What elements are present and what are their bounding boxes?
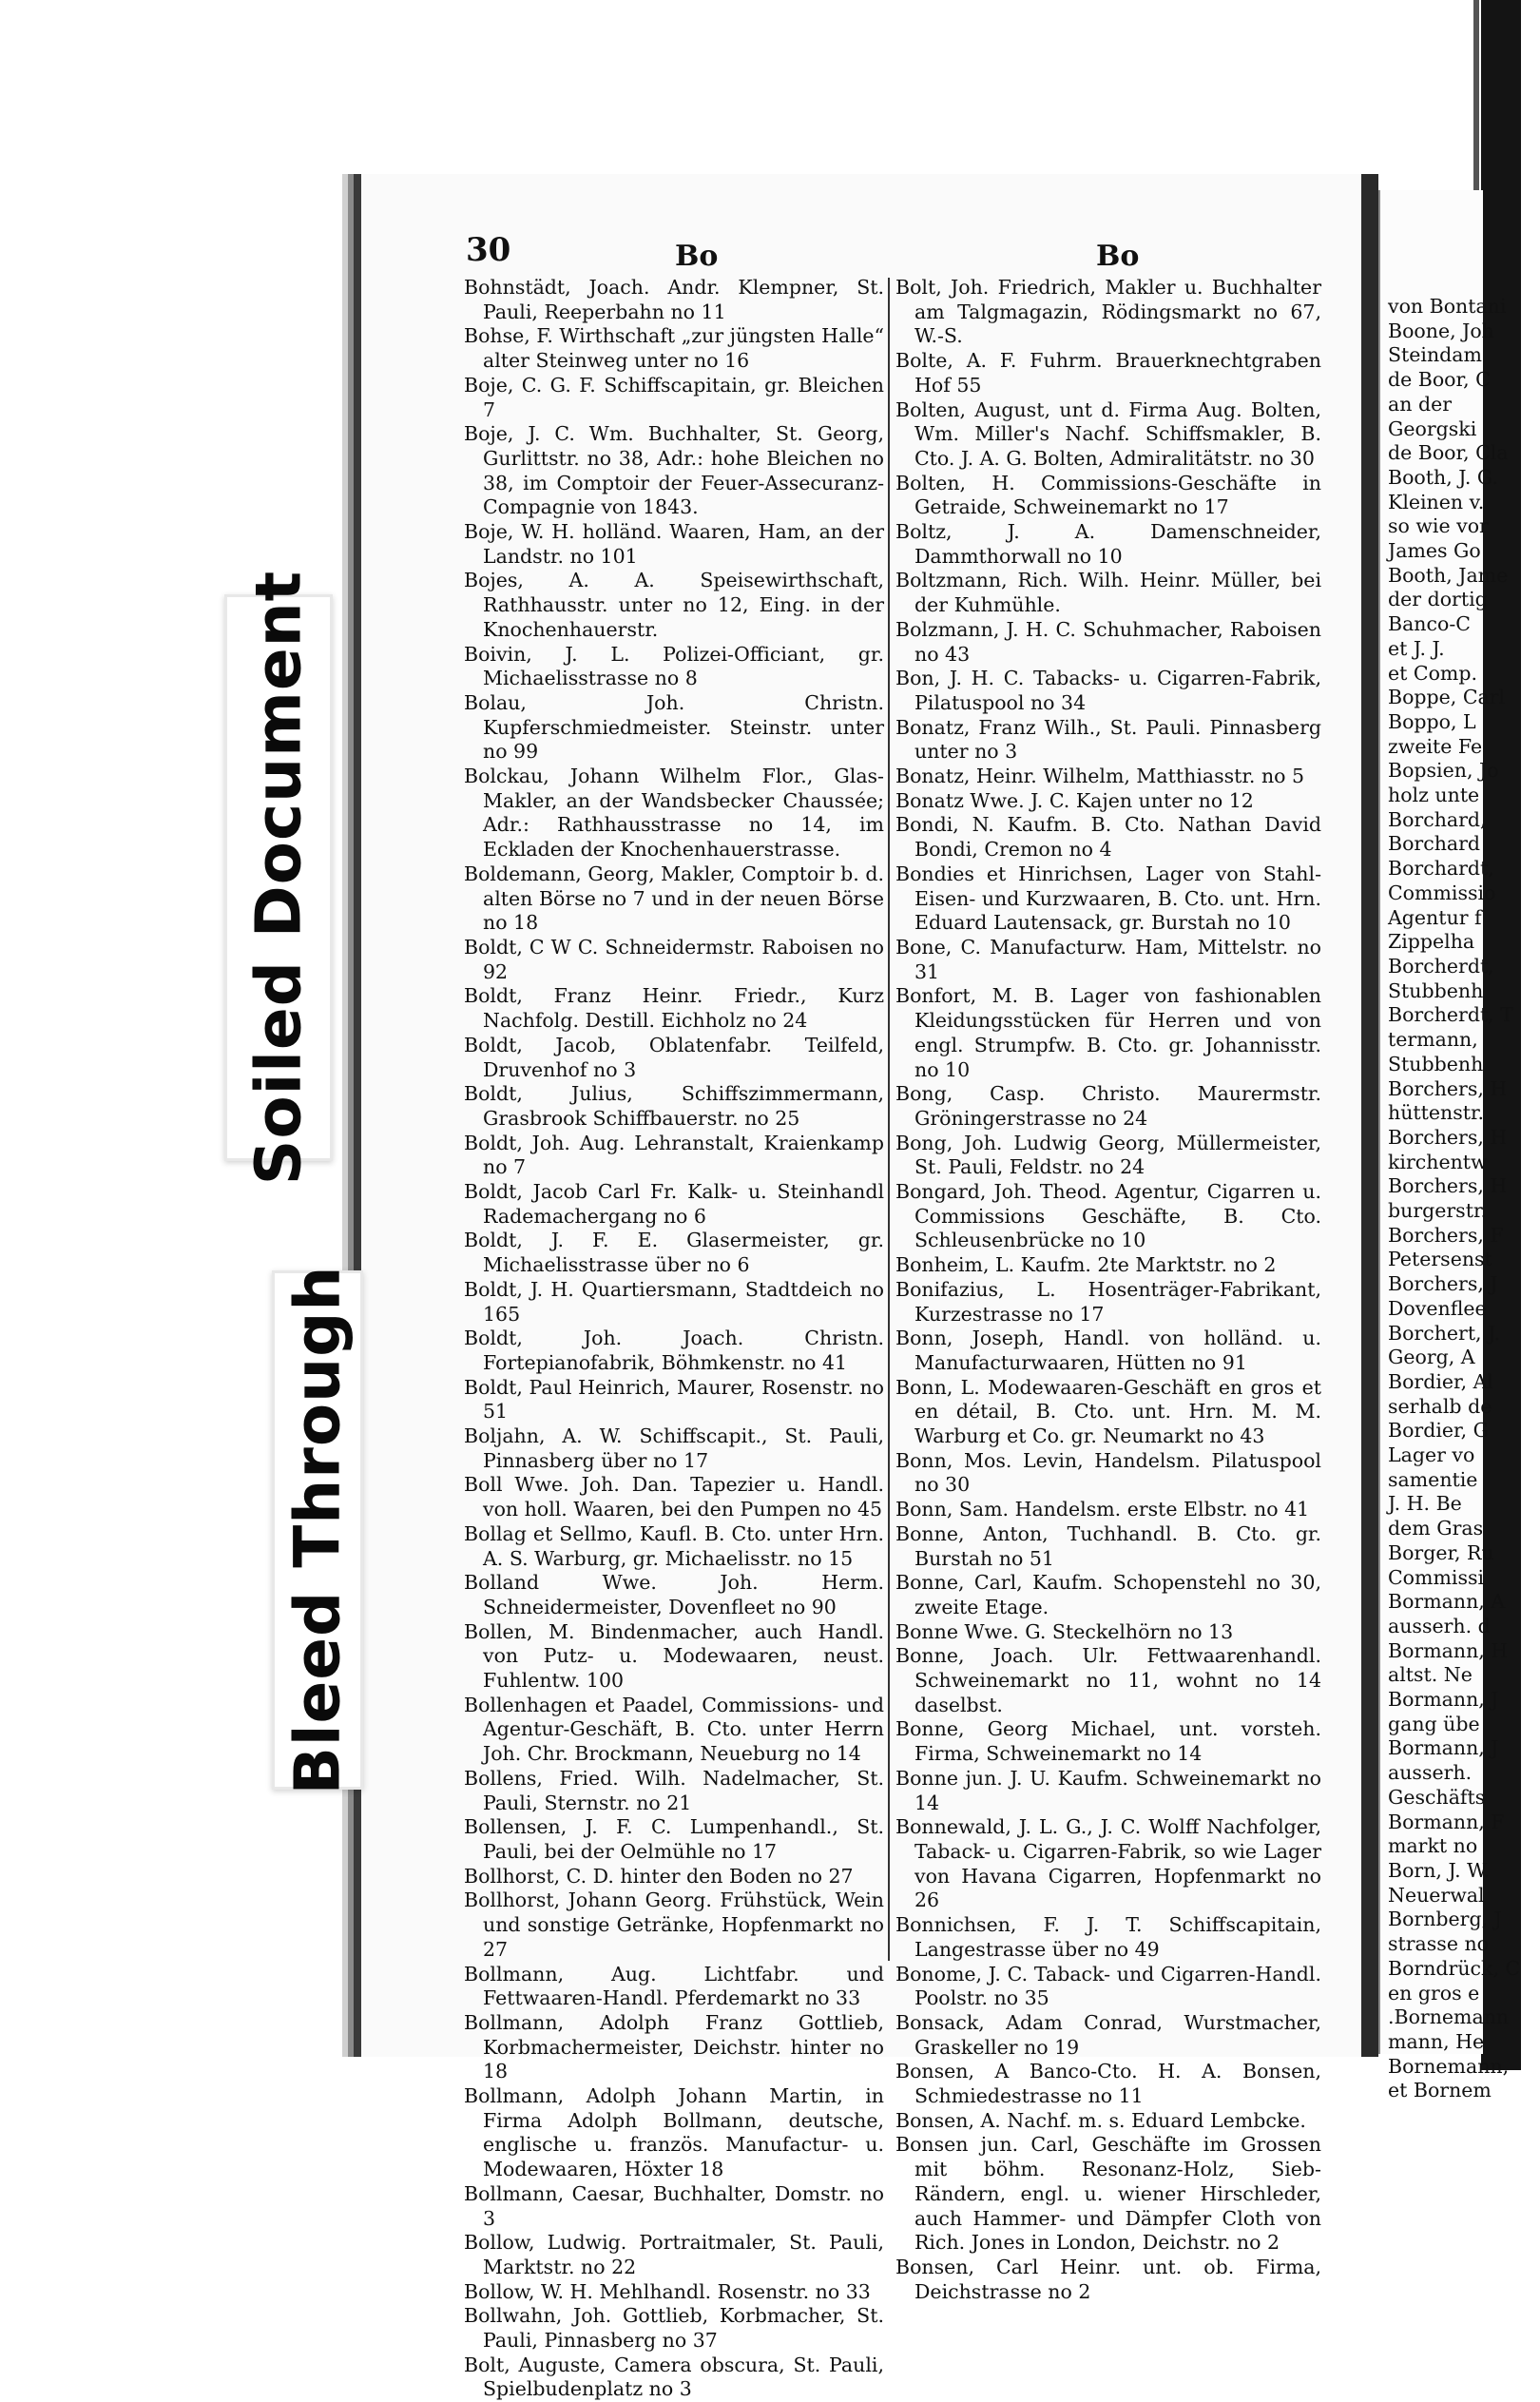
directory-entry: Stubbenh (1388, 1052, 1484, 1075)
directory-entry: Boldt, Jacob, Oblatenfabr. Teilfeld, Druvenhof no 3 (464, 1033, 884, 1081)
directory-entry: Booth, Jame (1388, 563, 1509, 587)
directory-entry: et Bornem (1388, 2079, 1492, 2102)
directory-entry: .Bornemann (1388, 2005, 1510, 2029)
directory-entry: en gros e (1388, 1981, 1480, 2005)
directory-entry: de Boor, C (1388, 368, 1491, 392)
directory-entry: Borchers, H (1388, 1125, 1508, 1149)
directory-entry: Banco-C (1388, 612, 1471, 636)
directory-entry: Bollensen, J. F. C. Lumpenhandl., St. Pauli, bei der Oelmühle no 17 (464, 1815, 884, 1863)
directory-entry: Boone, Joh (1388, 319, 1494, 342)
directory-entry: Commissio (1388, 881, 1496, 904)
directory-entry: Bolzmann, J. H. C. Schuhmacher, Raboisen no 43 (895, 617, 1321, 666)
directory-entry: Bon, J. H. C. Tabacks- u. Cigarren-Fabrik, Pilatuspool no 34 (895, 667, 1321, 714)
directory-entry: serhalb de (1388, 1394, 1492, 1418)
directory-entry: hüttenstr. (1388, 1101, 1485, 1125)
directory-entry: mann, He (1388, 2029, 1485, 2053)
directory-entry: Boljahn, A. W. Schiffscapit., St. Pauli, Pinnasberg über no 17 (464, 1424, 884, 1472)
directory-entry: Boje, C. G. F. Schiffscapitain, gr. Bleichen 7 (464, 373, 884, 421)
directory-entry: Boll Wwe. Joh. Dan. Tapezier u. Handl. von holl. Waaren, bei den Pumpen no 45 (464, 1473, 884, 1521)
directory-entry: Bormann, J (1388, 1736, 1499, 1760)
directory-entry: Bonn, L. Modewaaren-Geschäft en gros et en détail, B. Cto. unt. Hrn. M. M. Warburg et Co. gr. Neumarkt no 43 (895, 1375, 1321, 1448)
directory-entry: Bolten, H. Commissions-Geschäfte in Getraide, Schweinemarkt no 17 (895, 471, 1321, 519)
directory-entry: Bordier, Al (1388, 1369, 1493, 1393)
directory-entry: Boldemann, Georg, Makler, Comptoir b. d. alten Börse no 7 und in der neuen Börse no 18 (464, 862, 884, 935)
directory-entry: Bong, Casp. Christo. Maurermstr. Gröningerstrasse no 24 (895, 1082, 1321, 1130)
directory-entry: Bonn, Joseph, Handl. von holländ. u. Manufacturwaaren, Hütten no 91 (895, 1327, 1321, 1374)
directory-entry: Borchert, J. (1388, 1321, 1501, 1345)
directory-entry: Bollmann, Adolph Franz Gottlieb, Korbmachermeister, Deichstr. hinter no 18 (464, 2010, 884, 2083)
directory-entry: Boldt, C W C. Schneidermstr. Raboisen no 92 (464, 935, 884, 983)
directory-entry: Petersenst (1388, 1248, 1492, 1271)
directory-entry: Booth, J. G. (1388, 465, 1499, 489)
directory-entry: Bormann, A (1388, 1590, 1506, 1614)
directory-entry: Bormann, H (1388, 1638, 1509, 1662)
directory-entry: Bonnewald, J. L. G., J. C. Wolff Nachfolger, Taback- u. Cigarren-Fabrik, so wie Lager von Havana Cigarren, Hopfenmarkt no 26 (895, 1815, 1321, 1912)
directory-entry: Bornemann, (1388, 2054, 1510, 2078)
directory-entry: Bohnstädt, Joach. Andr. Klempner, St. Pauli, Reeperbahn no 11 (464, 276, 884, 323)
page-gutter (1361, 174, 1378, 2057)
directory-entry: Bornberg, J (1388, 1908, 1502, 1931)
directory-column-left (464, 276, 884, 2402)
directory-entry: Bonn, Mos. Levin, Handelsm. Pilatuspool no 30 (895, 1448, 1321, 1497)
directory-entry: Bonsen, A. Nachf. m. s. Eduard Lembcke. (895, 2108, 1306, 2132)
directory-entry: samentie (1388, 1467, 1478, 1491)
directory-entry: Borchers, F (1388, 1223, 1504, 1247)
page-number: 30 (466, 231, 511, 269)
directory-entry: dem Gras (1388, 1517, 1484, 1540)
directory-entry: Bollen, M. Bindenmacher, auch Handl. von Putz- u. Modewaaren, neust. Fuhlentw. 100 (464, 1619, 884, 1693)
directory-entry: Borchard (1388, 832, 1481, 856)
directory-entry: gang übe (1388, 1712, 1480, 1735)
directory-entry: Bojes, A. A. Speisewirthschaft, Rathhausstr. unter no 12, Eing. in der Knochenhauerstr. (464, 569, 884, 641)
directory-entry: Dovenflee (1388, 1296, 1487, 1320)
directory-entry: Bonne, Georg Michael, unt. vorsteh. Firma, Schweinemarkt no 14 (895, 1717, 1321, 1766)
directory-entry: J. H. Be (1388, 1492, 1462, 1516)
directory-entry: de Boor, Cla (1388, 441, 1509, 465)
directory-entry: Bonne, Joach. Ulr. Fettwaarenhandl. Schweinemarkt no 11, wohnt no 14 daselbst. (895, 1644, 1321, 1716)
bleed-through-text: Bleed Through (280, 1265, 355, 1795)
directory-entry: Bonne Wwe. G. Steckelhörn no 13 (895, 1619, 1234, 1643)
directory-entry: burgerstr. (1388, 1199, 1488, 1223)
directory-entry: Bonsack, Adam Conrad, Wurstmacher, Graskeller no 19 (895, 2010, 1321, 2059)
scanner-edge-strip (1473, 0, 1479, 219)
directory-entry: Bollmann, Caesar, Buchhalter, Domstr. no 3 (464, 2181, 884, 2230)
directory-entry: Bonne, Anton, Tuchhandl. B. Cto. gr. Burstah no 51 (895, 1521, 1321, 1570)
directory-entry: Bondi, N. Kaufm. B. Cto. Nathan David Bondi, Cremon no 4 (895, 813, 1321, 862)
directory-entry: Bonfort, M. B. Lager von fashionablen Kleidungsstücken für Herren und von engl. Strumpfw. B. Cto. gr. Johannisstr. no 10 (895, 984, 1321, 1081)
directory-entry: Bong, Joh. Ludwig Georg, Müllermeister, St. Pauli, Feldstr. no 24 (895, 1131, 1321, 1179)
directory-entry: Boldt, Julius, Schiffszimmermann, Grasbrook Schiffbauerstr. no 25 (464, 1082, 884, 1130)
directory-entry: Neuerwal (1388, 1883, 1485, 1907)
directory-entry: Kleinen v. (1388, 490, 1485, 513)
directory-entry: Bone, C. Manufacturw. Ham, Mittelstr. no 31 (895, 935, 1321, 983)
column-divider (888, 278, 890, 1961)
directory-column-right (895, 276, 1321, 2304)
running-head-right: Bo (1096, 240, 1140, 273)
directory-entry: Born, J. W. (1388, 1859, 1491, 1882)
directory-entry: Boldt, J. F. E. Glasermeister, gr. Michaelisstrasse über no 6 (464, 1229, 884, 1277)
directory-entry: Boppo, L (1388, 709, 1476, 733)
directory-entry: Bolt, Joh. Friedrich, Makler u. Buchhalter am Talgmagazin, Rödingsmarkt no 67, W.-S. (895, 276, 1321, 348)
facing-page-column (1388, 295, 1540, 2103)
directory-entry: an der (1388, 392, 1452, 416)
directory-entry: von Bontani (1388, 295, 1507, 318)
directory-entry: Boldt, J. H. Quartiersmann, Stadtdeich no 165 (464, 1277, 884, 1326)
directory-entry: Borchers, H (1388, 1174, 1508, 1198)
directory-entry: Bopsien, Jo (1388, 759, 1499, 783)
directory-entry: markt no (1388, 1834, 1478, 1858)
directory-entry: Boltzmann, Rich. Wilh. Heinr. Müller, bei der Kuhmühle. (895, 569, 1321, 617)
directory-entry: Bormann, F (1388, 1810, 1505, 1833)
directory-entry: Bollmann, Adolph Johann Martin, in Firma Adolph Bollmann, deutsche, englische u. französ. Manufactur- u. Modewaaren, Höxter 18 (464, 2084, 884, 2181)
directory-entry: Georgski (1388, 416, 1477, 440)
directory-entry: Bonnichsen, F. J. T. Schiffscapitain, Langestrasse über no 49 (895, 1913, 1321, 1961)
directory-entry: Borndrück, C (1388, 1956, 1521, 1980)
directory-entry: Bonne, Carl, Kaufm. Schopenstehl no 30, zweite Etage. (895, 1571, 1321, 1618)
directory-entry: Bonsen jun. Carl, Geschäfte im Grossen mit böhm. Resonanz-Holz, Sieb-Rändern, engl. u. wiener Hirschleder, auch Hammer- und Dämpfer Cloth von Rich. Jones in London, Deichstr. no 2 (895, 2133, 1321, 2255)
directory-entry: altst. Ne (1388, 1663, 1473, 1687)
directory-entry: Bollag et Sellmo, Kaufl. B. Cto. unter Hrn. A. S. Warburg, gr. Michaelisstr. no 15 (464, 1521, 884, 1570)
directory-entry: Boldt, Joh. Aug. Lehranstalt, Kraienkamp no 7 (464, 1131, 884, 1179)
directory-entry: Bonatz, Franz Wilh., St. Pauli. Pinnasberg unter no 3 (895, 715, 1321, 764)
directory-entry: Agentur f (1388, 905, 1482, 929)
directory-entry: Bollhorst, Johann Georg. Frühstück, Wein und sonstige Getränke, Hopfenmarkt no 27 (464, 1889, 884, 1961)
directory-entry: Bolland Wwe. Joh. Herm. Schneidermeister, Dovenfleet no 90 (464, 1571, 884, 1618)
directory-entry: kirchentw (1388, 1150, 1488, 1173)
directory-entry: Bollhorst, C. D. hinter den Boden no 27 (464, 1864, 854, 1888)
directory-entry: et Comp. (1388, 661, 1477, 685)
directory-entry: Bondies et Hinrichsen, Lager von Stahl- Eisen- und Kurzwaaren, B. Cto. unt. Hrn. Eduard Lautensack, gr. Burstah no 10 (895, 862, 1321, 935)
directory-entry: Boldt, Franz Heinr. Friedr., Kurz Nachfolg. Destill. Eichholz no 24 (464, 984, 884, 1033)
directory-entry: Bonome, J. C. Taback- und Cigarren-Handl. Poolstr. no 35 (895, 1962, 1321, 2010)
directory-entry: der dortig (1388, 588, 1488, 611)
directory-entry: Lager vo (1388, 1443, 1475, 1467)
directory-entry: Bollens, Fried. Wilh. Nadelmacher, St. Pauli, Sternstr. no 21 (464, 1766, 884, 1814)
directory-entry: Zippelha (1388, 930, 1475, 954)
directory-entry: Georg, A (1388, 1346, 1475, 1369)
directory-entry: Borcherdt, T (1388, 1003, 1513, 1027)
directory-entry: Bonsen, Carl Heinr. unt. ob. Firma, Deichstrasse no 2 (895, 2255, 1321, 2303)
directory-entry: ausserh. d (1388, 1614, 1491, 1637)
directory-entry: Borchers, J (1388, 1272, 1498, 1296)
directory-entry: Bormann, J (1388, 1688, 1499, 1712)
directory-entry: Boldt, Jacob Carl Fr. Kalk- u. Steinhandl Rademachergang no 6 (464, 1180, 884, 1228)
directory-entry: Bonatz, Heinr. Wilhelm, Matthiasstr. no 5 (895, 765, 1305, 788)
directory-entry: Bollow, W. H. Mehlhandl. Rosenstr. no 33 (464, 2279, 871, 2303)
directory-entry: termann, (1388, 1028, 1478, 1052)
directory-entry: Bonatz Wwe. J. C. Kajen unter no 12 (895, 788, 1254, 812)
facing-page-fragment (1378, 190, 1521, 2102)
directory-entry: Bonifazius, L. Hosenträger-Fabrikant, Kurzestrasse no 17 (895, 1277, 1321, 1326)
directory-entry: Bolt, Auguste, Camera obscura, St. Pauli, Spielbudenplatz no 3 (464, 2353, 884, 2401)
directory-entry: ausserh. (1388, 1761, 1473, 1785)
soiled-document-label (224, 570, 333, 1186)
directory-entry: Bonsen, A Banco-Cto. H. A. Bonsen, Schmiedestrasse no 11 (895, 2060, 1321, 2108)
directory-entry: Bonne jun. J. U. Kaufm. Schweinemarkt no 14 (895, 1766, 1321, 1814)
directory-entry: Boldt, Paul Heinrich, Maurer, Rosenstr. no 51 (464, 1375, 884, 1424)
directory-entry: Borchard, (1388, 807, 1487, 831)
soiled-document-text: Soiled Document (241, 570, 316, 1186)
directory-entry: Bollwahn, Joh. Gottlieb, Korbmacher, St. Pauli, Pinnasberg no 37 (464, 2304, 884, 2353)
directory-entry: Boje, W. H. holländ. Waaren, Ham, an der Landstr. no 101 (464, 520, 884, 568)
directory-entry: Borger, Ru (1388, 1540, 1494, 1564)
directory-entry: Boivin, J. L. Polizei-Officiant, gr. Michaelisstrasse no 8 (464, 642, 884, 690)
directory-entry: holz unte (1388, 784, 1480, 807)
directory-entry: Boldt, Joh. Joach. Christn. Fortepianofabrik, Böhmkenstr. no 41 (464, 1327, 884, 1374)
directory-entry: strasse no (1388, 1932, 1490, 1956)
running-head-left: Bo (675, 240, 719, 273)
directory-entry: so wie vor (1388, 514, 1489, 538)
directory-entry: Boje, J. C. Wm. Buchhalter, St. Georg, Gurlittstr. no 38, Adr.: hohe Bleichen no 38, im Comptoir der Feuer-Assecuranz-Compagnie von 1843. (464, 422, 884, 519)
directory-entry: Boppe, Carl (1388, 686, 1506, 709)
directory-entry: Borcherdt, (1388, 954, 1494, 978)
directory-entry: Bolten, August, unt d. Firma Aug. Bolten, Wm. Miller's Nachf. Schiffsmakler, B. Cto. J. A. G. Bolten, Admiralitätstr. no 30 (895, 397, 1321, 470)
bleed-through-label (272, 1265, 363, 1795)
directory-entry: Commissi (1388, 1565, 1485, 1589)
directory-entry: Bollenhagen et Paadel, Commissions- und Agentur-Geschäft, B. Cto. unter Herrn Joh. Chr. Brockmann, Neueburg no 14 (464, 1693, 884, 1766)
directory-entry: Borchers, H (1388, 1076, 1508, 1100)
directory-entry: et J. J. (1388, 636, 1445, 660)
directory-entry: Bongard, Joh. Theod. Agentur, Cigarren u. Commissions Geschäfte, B. Cto. Schleusenbrücke no 10 (895, 1180, 1321, 1252)
directory-entry: Stubbenh (1388, 978, 1484, 1002)
directory-entry: Bolte, A. F. Fuhrm. Brauerknechtgraben Hof 55 (895, 349, 1321, 397)
directory-entry: zweite Fe (1388, 734, 1483, 758)
directory-entry: Boltz, J. A. Damenschneider, Dammthorwall no 10 (895, 520, 1321, 568)
directory-entry: Bollow, Ludwig. Portraitmaler, St. Pauli, Marktstr. no 22 (464, 2231, 884, 2278)
directory-entry: Borchardt, (1388, 857, 1494, 881)
directory-entry: Bonn, Sam. Handelsm. erste Elbstr. no 41 (895, 1498, 1310, 1521)
directory-entry: Geschäfts (1388, 1785, 1486, 1809)
directory-entry: Bolckau, Johann Wilhelm Flor., Glas-Makler, an der Wandsbecker Chaussée; Adr.: Rathhausstrasse no 14, im Eckladen der Knochenhauerstrasse. (464, 765, 884, 862)
directory-entry: James Go (1388, 539, 1481, 563)
directory-entry: Bolau, Joh. Christn. Kupferschmiedmeister. Steinstr. unter no 99 (464, 690, 884, 764)
directory-entry: Steindam (1388, 343, 1482, 367)
directory-entry: Bordier, G (1388, 1419, 1489, 1443)
directory-entry: Bollmann, Aug. Lichtfabr. und Fettwaaren-Handl. Pferdemarkt no 33 (464, 1962, 884, 2010)
directory-entry: Bonheim, L. Kaufm. 2te Marktstr. no 2 (895, 1253, 1277, 1277)
directory-entry: Bohse, F. Wirthschaft „zur jüngsten Halle“ alter Steinweg unter no 16 (464, 324, 884, 373)
